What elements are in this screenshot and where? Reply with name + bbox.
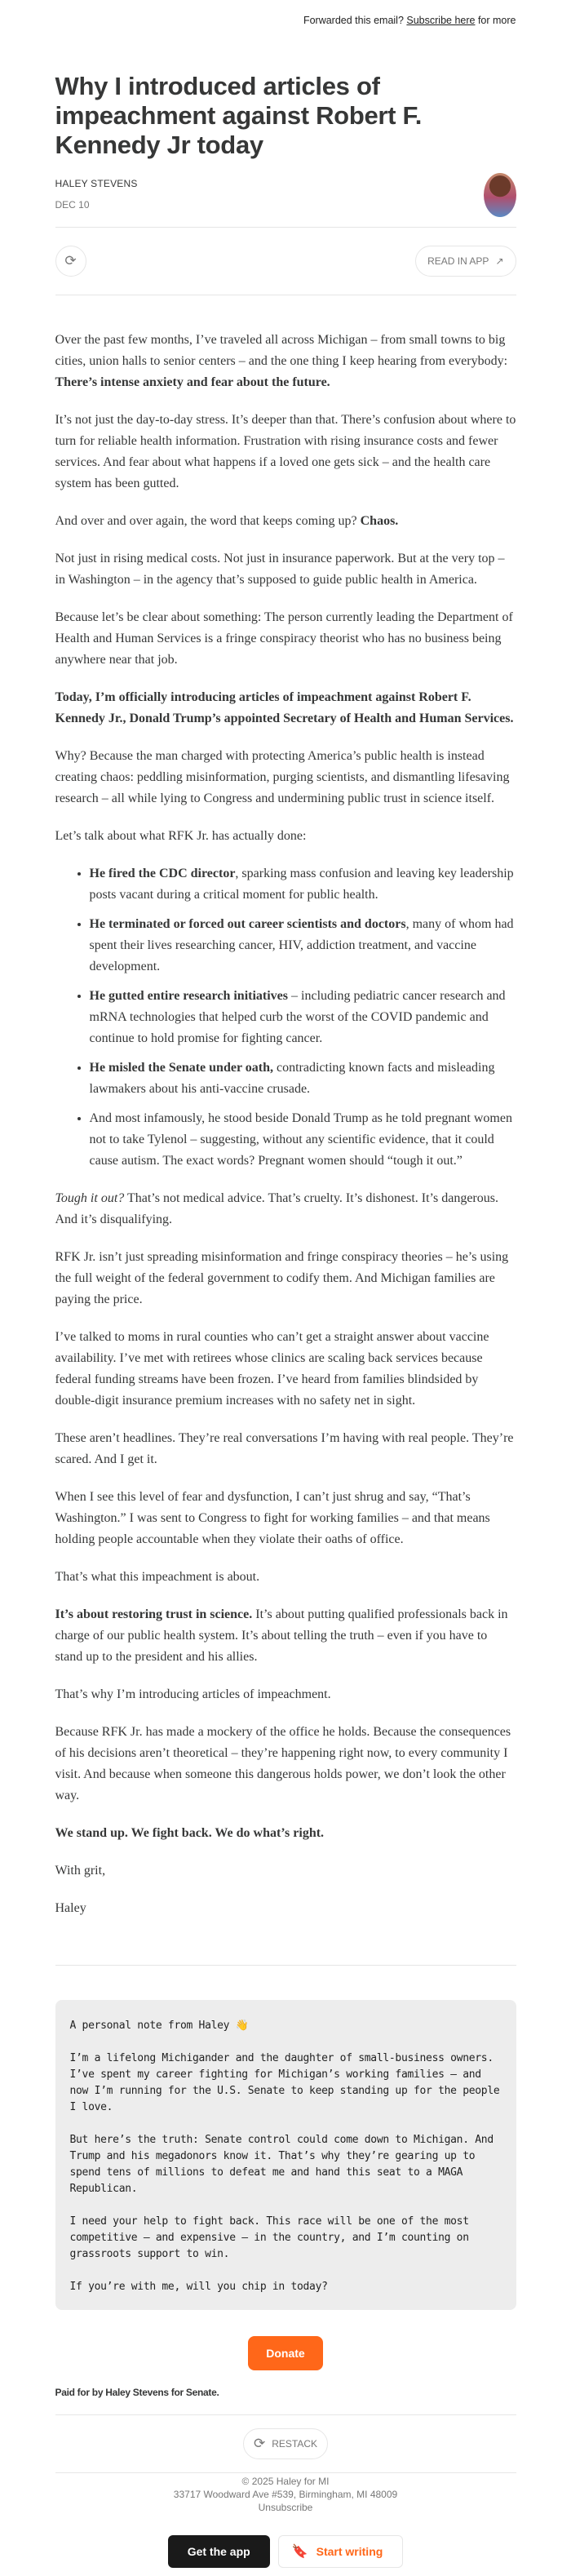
list-item — [90, 863, 516, 906]
bookmark-icon: 🔖 — [291, 2545, 308, 2559]
paragraph — [55, 1247, 516, 1310]
subscribe-link[interactable]: Subscribe here — [406, 15, 476, 26]
bold-text: Today, I’m officially introducing articles of impeachment against Robert F. Kennedy Jr., Donald Trump’s appointed Secretary of Health and Human Services. — [55, 690, 514, 725]
text-run: Because RFK Jr. has made a mockery of the office he holds. Because the consequences of his decisions aren’t theoretical – they’re happening right now, to every community I visit. And because when someone this dangerous holds power, we don’t look the other way. — [55, 1725, 511, 1802]
post-meta — [55, 178, 516, 227]
note-paragraph: I’m a lifelong Michigander and the daughter of small-business owners. I’ve spent my career fighting for Michigan’s working families – and now I’m running for the U.S. Senate to keep standing up for the people I love. — [69, 2052, 506, 2113]
restack-button[interactable] — [55, 246, 86, 277]
bold-text: We stand up. We fight back. We do what’s right. — [55, 1826, 325, 1840]
paragraph — [55, 511, 516, 532]
unsubscribe-link[interactable]: Unsubscribe — [258, 2502, 313, 2513]
restack-label: RESTACK — [272, 2438, 318, 2450]
email — [55, 0, 516, 2576]
read-in-app-label: READ IN APP — [427, 255, 489, 267]
paragraph — [55, 1684, 516, 1705]
bold-text: Chaos. — [360, 514, 399, 528]
text-run: With grit, — [55, 1864, 106, 1878]
post-body — [55, 295, 516, 1919]
divider — [55, 1965, 516, 1966]
text-run: , sparking mass confusion and leaving key leadership posts vacant during a critical moment for public health. — [89, 867, 514, 902]
note-paragraph: But here’s the truth: Senate control could come down to Michigan. And Trump and his megadonors know it. That’s why they’re gearing up to spend tens of millions to defeat me and hand this seat to a MAGA Republican. — [69, 2134, 500, 2195]
paragraph — [55, 1487, 516, 1550]
paragraph — [55, 410, 516, 494]
footer — [55, 2473, 516, 2514]
paragraph — [55, 1898, 516, 1919]
paragraph — [55, 330, 516, 393]
avatar[interactable] — [484, 173, 516, 217]
paragraph — [55, 1428, 516, 1470]
paragraph — [55, 1823, 516, 1844]
text-run: – including pediatric cancer research and mRNA technologies that helped curb the worst of the COVID pandemic and continue to hold promise for fighting cancer. — [89, 989, 506, 1045]
text-run: And over and over again, the word that keeps coming up? — [55, 514, 361, 528]
text-run: It’s about putting qualified professionals back in charge of our public health system. It’s about telling the truth – even if you have to stand up to the president and his allies. — [55, 1607, 508, 1664]
start-writing-button[interactable] — [278, 2535, 404, 2568]
text-run: Because let’s be clear about something: The person currently leading the Department of Health and Human Services is a fringe conspiracy theorist who has no business being anywhere near that job. — [55, 610, 513, 667]
text-run: Let’s talk about what RFK Jr. has actually done: — [55, 829, 307, 843]
text-run: That’s what this impeachment is about. — [55, 1570, 260, 1584]
text-run: And most infamously, he stood beside Donald Trump as he told pregnant women not to take Tylenol – suggesting, without any scientific evidence, that it could cause autism. The exact words? Pregnant women should “tough it out.” — [89, 1111, 512, 1168]
forwarded-banner — [55, 0, 516, 33]
paragraph — [55, 1327, 516, 1412]
italic-text: Tough it out? — [55, 1191, 125, 1205]
forwarded-suffix: for more — [477, 15, 516, 26]
forwarded-text: Forwarded this email? — [303, 15, 404, 26]
note-heading: A personal note from Haley 👋 — [69, 2020, 249, 2032]
bold-text: He gutted entire research initiatives — [89, 989, 289, 1003]
bold-text: He fired the CDC director — [89, 867, 236, 880]
text-run: These aren’t headlines. They’re real conversations I’m having with real people. They’re scared. And I get it. — [55, 1431, 514, 1466]
text-run: contradicting known facts and misleading lawmakers about his anti-vaccine crusade. — [89, 1061, 495, 1096]
get-the-app-button[interactable]: Get the app — [168, 2535, 270, 2568]
text-run: It’s not just the day-to-day stress. It’s deeper than that. There’s confusion about where to turn for reliable health information. Frustration with rising insurance costs and fewer services. And fear about what happens if a loved one gets sick – and the health care system has been gutted. — [55, 413, 516, 490]
list-item — [90, 1057, 516, 1100]
donate-button[interactable]: Donate — [248, 2336, 322, 2370]
restack-icon: ⟳ — [64, 253, 77, 268]
paragraph — [55, 746, 516, 809]
text-run: , many of whom had spent their lives researching cancer, HIV, addiction treatment, and vaccine development. — [89, 917, 514, 973]
start-writing-label: Start writing — [316, 2545, 383, 2558]
paragraph — [55, 687, 516, 729]
paragraph — [55, 1567, 516, 1588]
paragraph — [55, 1604, 516, 1668]
note-paragraph: I need your help to fight back. This race will be one of the most competitive – and expensive – in the country, and I’m counting on grassroots support to win. — [69, 2215, 476, 2260]
personal-note-box — [55, 2000, 516, 2310]
text-run: That’s why I’m introducing articles of impeachment. — [55, 1687, 331, 1701]
text-run: Over the past few months, I’ve traveled all across Michigan – from small towns to big cities, union halls to senior centers – and the one thing I keep hearing from everybody: — [55, 333, 508, 368]
post-title[interactable]: Why I introduced articles of impeachment against Robert F. Kennedy Jr today — [55, 72, 423, 159]
footer-buttons — [55, 2514, 516, 2576]
note-paragraph: If you’re with me, will you chip in today? — [69, 2281, 328, 2293]
paid-for-disclaimer: Paid for by Haley Stevens for Senate. — [55, 2387, 219, 2398]
arrow-up-right-icon: ↗ — [495, 255, 504, 267]
restack-footer-button[interactable] — [243, 2428, 328, 2459]
paragraph — [55, 548, 516, 591]
text-run: Not just in rising medical costs. Not just in insurance paperwork. But at the very top – in Washington – in the agency that’s supposed to guide public health in America. — [55, 552, 505, 587]
copyright: © 2025 Haley for MI — [241, 2476, 330, 2487]
bold-text: There’s intense anxiety and fear about the future. — [55, 375, 330, 389]
text-run: That’s not medical advice. That’s cruelty. It’s dishonest. It’s dangerous. And it’s disqualifying. — [55, 1191, 498, 1226]
list-item — [90, 1108, 516, 1172]
paragraph — [55, 607, 516, 671]
bold-text: He misled the Senate under oath, — [89, 1061, 273, 1075]
post-actions — [55, 228, 516, 295]
text-run: I’ve talked to moms in rural counties who can’t get a straight answer about vaccine availability. I’ve met with retirees whose clinics are scaling back services because federal funding streams have been frozen. I’ve heard from families blindsided by double-digit insurance premium increases with no safety net in sight. — [55, 1330, 489, 1408]
paragraph — [55, 1860, 516, 1882]
restack-icon: ⟳ — [253, 2436, 266, 2451]
text-run: Haley — [55, 1901, 86, 1915]
post-date: DEC 10 — [55, 199, 90, 211]
list-item — [90, 914, 516, 978]
paragraph — [55, 1188, 516, 1230]
text-run: Why? Because the man charged with protecting America’s public health is instead creating chaos: peddling misinformation, purging scientists, and dismantling lifesaving research – all while lying to Congress and undermining public trust in science itself. — [55, 749, 510, 805]
text-run: When I see this level of fear and dysfunction, I can’t just shrug and say, “That’s Washington.” I was sent to Congress to fight for working families – and that means holding people accountable when they violate their oaths of office. — [55, 1490, 490, 1546]
list-item — [90, 986, 516, 1049]
paragraph — [55, 1722, 516, 1807]
author-name[interactable]: HALEY STEVENS — [55, 178, 138, 189]
bullet-list — [55, 863, 516, 1172]
read-in-app-button[interactable] — [415, 246, 516, 277]
paragraph — [55, 826, 516, 847]
bold-text: He terminated or forced out career scientists and doctors — [89, 917, 406, 931]
text-run: RFK Jr. isn’t just spreading misinformation and fringe conspiracy theories – he’s using the full weight of the federal government to codify them. And Michigan families are paying the price. — [55, 1250, 509, 1306]
bold-text: It’s about restoring trust in science. — [55, 1607, 253, 1621]
address: 33717 Woodward Ave #539, Birmingham, MI 48009 — [173, 2489, 398, 2500]
